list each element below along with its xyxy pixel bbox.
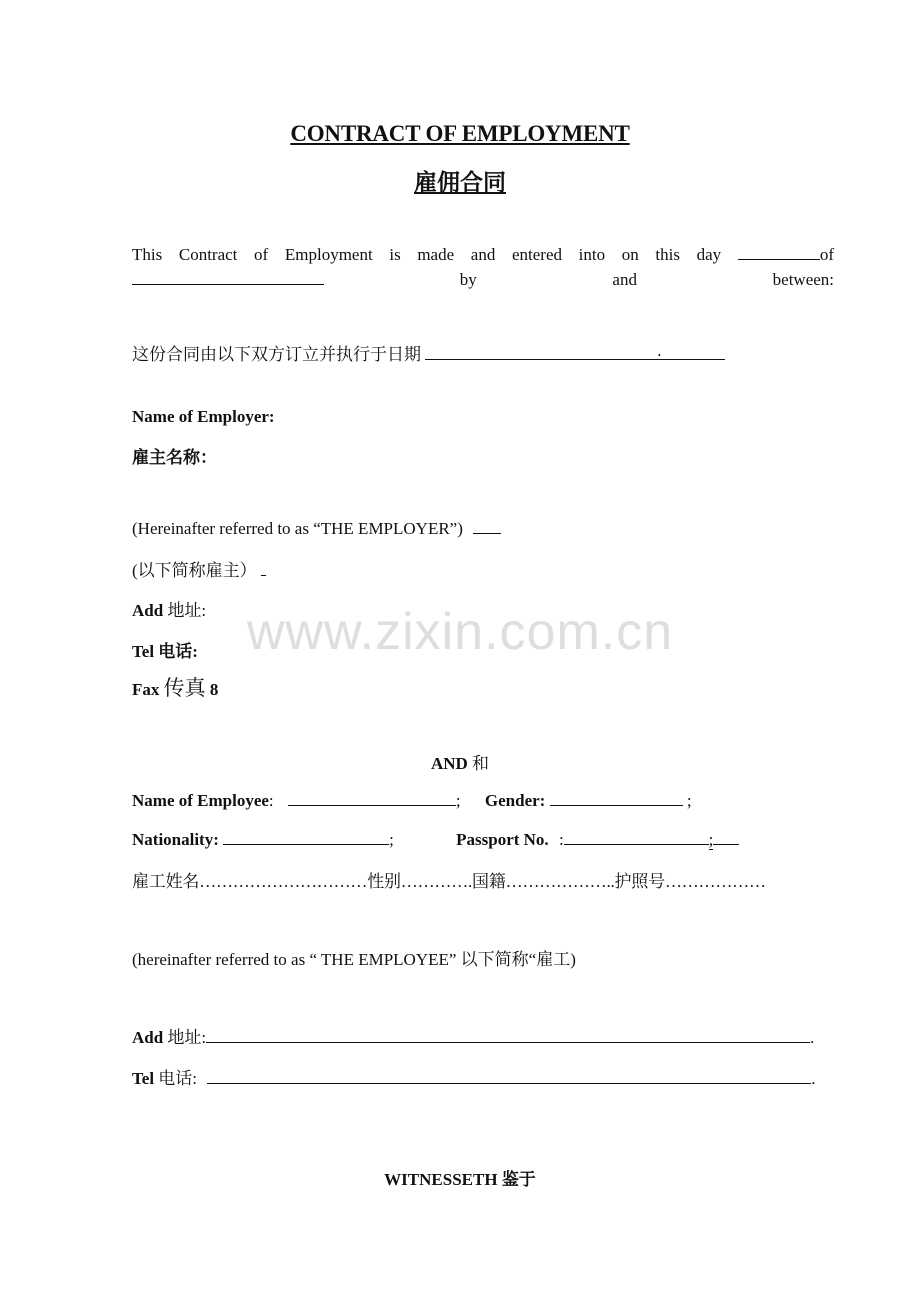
employee-passport-tail-blank bbox=[713, 829, 739, 845]
employer-fax-label: Fax bbox=[132, 680, 160, 699]
employer-tel-label-cn: 电话: bbox=[158, 642, 198, 661]
employee-tel-label-cn: 电话: bbox=[158, 1069, 198, 1088]
employee-address-blank bbox=[206, 1027, 810, 1043]
employer-referred-cn: (以下简称雇主） bbox=[132, 561, 257, 580]
witnesseth-label-cn: 鉴于 bbox=[501, 1170, 536, 1189]
employer-name-label-cn: 雇主名称： bbox=[132, 448, 217, 467]
employee-nationality-label: Nationality: bbox=[132, 830, 219, 849]
employee-passport-semicolon: ; bbox=[708, 830, 714, 849]
employee-passport-colon: : bbox=[558, 830, 564, 849]
employer-referred-cn-line bbox=[132, 556, 266, 581]
intro-text-part1: This Contract of Employment is made and entered into on this day bbox=[132, 245, 722, 264]
employer-address-label-cn: 地址: bbox=[167, 601, 207, 620]
employer-referred-blank bbox=[473, 518, 501, 534]
employee-name-gender-line bbox=[132, 790, 692, 811]
and-label-cn: 和 bbox=[472, 754, 490, 773]
employer-fax-value: 8 bbox=[209, 680, 219, 699]
title-chinese: 雇佣合同 bbox=[414, 170, 506, 195]
employee-name-label: Name of Employee bbox=[132, 791, 269, 810]
witnesseth-line bbox=[0, 1165, 920, 1190]
intro-text-part2: by and between: bbox=[459, 270, 835, 289]
employer-address-label: Add bbox=[132, 601, 164, 620]
employee-cn-row: 雇工姓名…………………………性别………….国籍………………..护照号……………… bbox=[132, 872, 766, 891]
employer-fax-line bbox=[132, 672, 218, 702]
employee-referred: (hereinafter referred to as “ THE EMPLOYEE” 以下简称“雇工) bbox=[132, 950, 576, 969]
employee-name-blank bbox=[288, 790, 456, 806]
employee-gender-semicolon: ; bbox=[686, 791, 692, 810]
employee-gender-blank bbox=[550, 790, 683, 806]
employer-referred-line bbox=[132, 518, 501, 539]
employee-nationality-semicolon: ; bbox=[389, 830, 394, 849]
employee-name-semicolon: ; bbox=[455, 791, 461, 810]
intro-cn-line bbox=[132, 340, 725, 365]
employee-passport-label: Passport No. bbox=[456, 830, 549, 849]
intro-paragraph bbox=[132, 242, 834, 292]
employer-name-label: Name of Employer: bbox=[132, 407, 275, 426]
date-month-blank bbox=[132, 269, 324, 285]
witnesseth-label: WITNESSETH bbox=[384, 1170, 498, 1189]
employer-fax-label-cn: 传真 bbox=[163, 676, 206, 700]
employee-passport-blank bbox=[564, 829, 709, 845]
title-english: CONTRACT OF EMPLOYMENT bbox=[290, 121, 630, 146]
employer-tel-label: Tel bbox=[132, 642, 155, 661]
employee-tel-label: Tel bbox=[132, 1069, 155, 1088]
employer-referred-en: (Hereinafter referred to as “THE EMPLOYER”) bbox=[132, 519, 463, 538]
employee-nationality-blank bbox=[223, 829, 389, 845]
employee-address-line bbox=[132, 1023, 814, 1048]
employee-address-label: Add bbox=[132, 1028, 164, 1047]
date-day-blank bbox=[738, 244, 820, 260]
employee-nationality-passport-line bbox=[132, 829, 739, 850]
employer-referred-cn-blank bbox=[261, 560, 266, 576]
employee-tel-dot: . bbox=[811, 1069, 816, 1088]
date-cn-blank bbox=[425, 341, 725, 360]
intro-cn-text: 这份合同由以下双方订立并执行于日期 bbox=[132, 345, 421, 364]
employee-tel-blank bbox=[207, 1068, 811, 1084]
and-label: AND bbox=[430, 754, 468, 773]
employee-address-label-cn: 地址: bbox=[167, 1028, 207, 1047]
employee-tel-line bbox=[132, 1064, 816, 1089]
employee-gender-label: Gender: bbox=[484, 791, 546, 810]
employee-address-dot: . bbox=[810, 1028, 815, 1047]
watermark: www.zixin.com.cn bbox=[246, 603, 674, 661]
intro-of: of bbox=[819, 245, 834, 264]
date-cn-dot: . bbox=[657, 341, 662, 360]
employee-name-colon: : bbox=[268, 791, 274, 810]
and-line bbox=[0, 749, 920, 774]
